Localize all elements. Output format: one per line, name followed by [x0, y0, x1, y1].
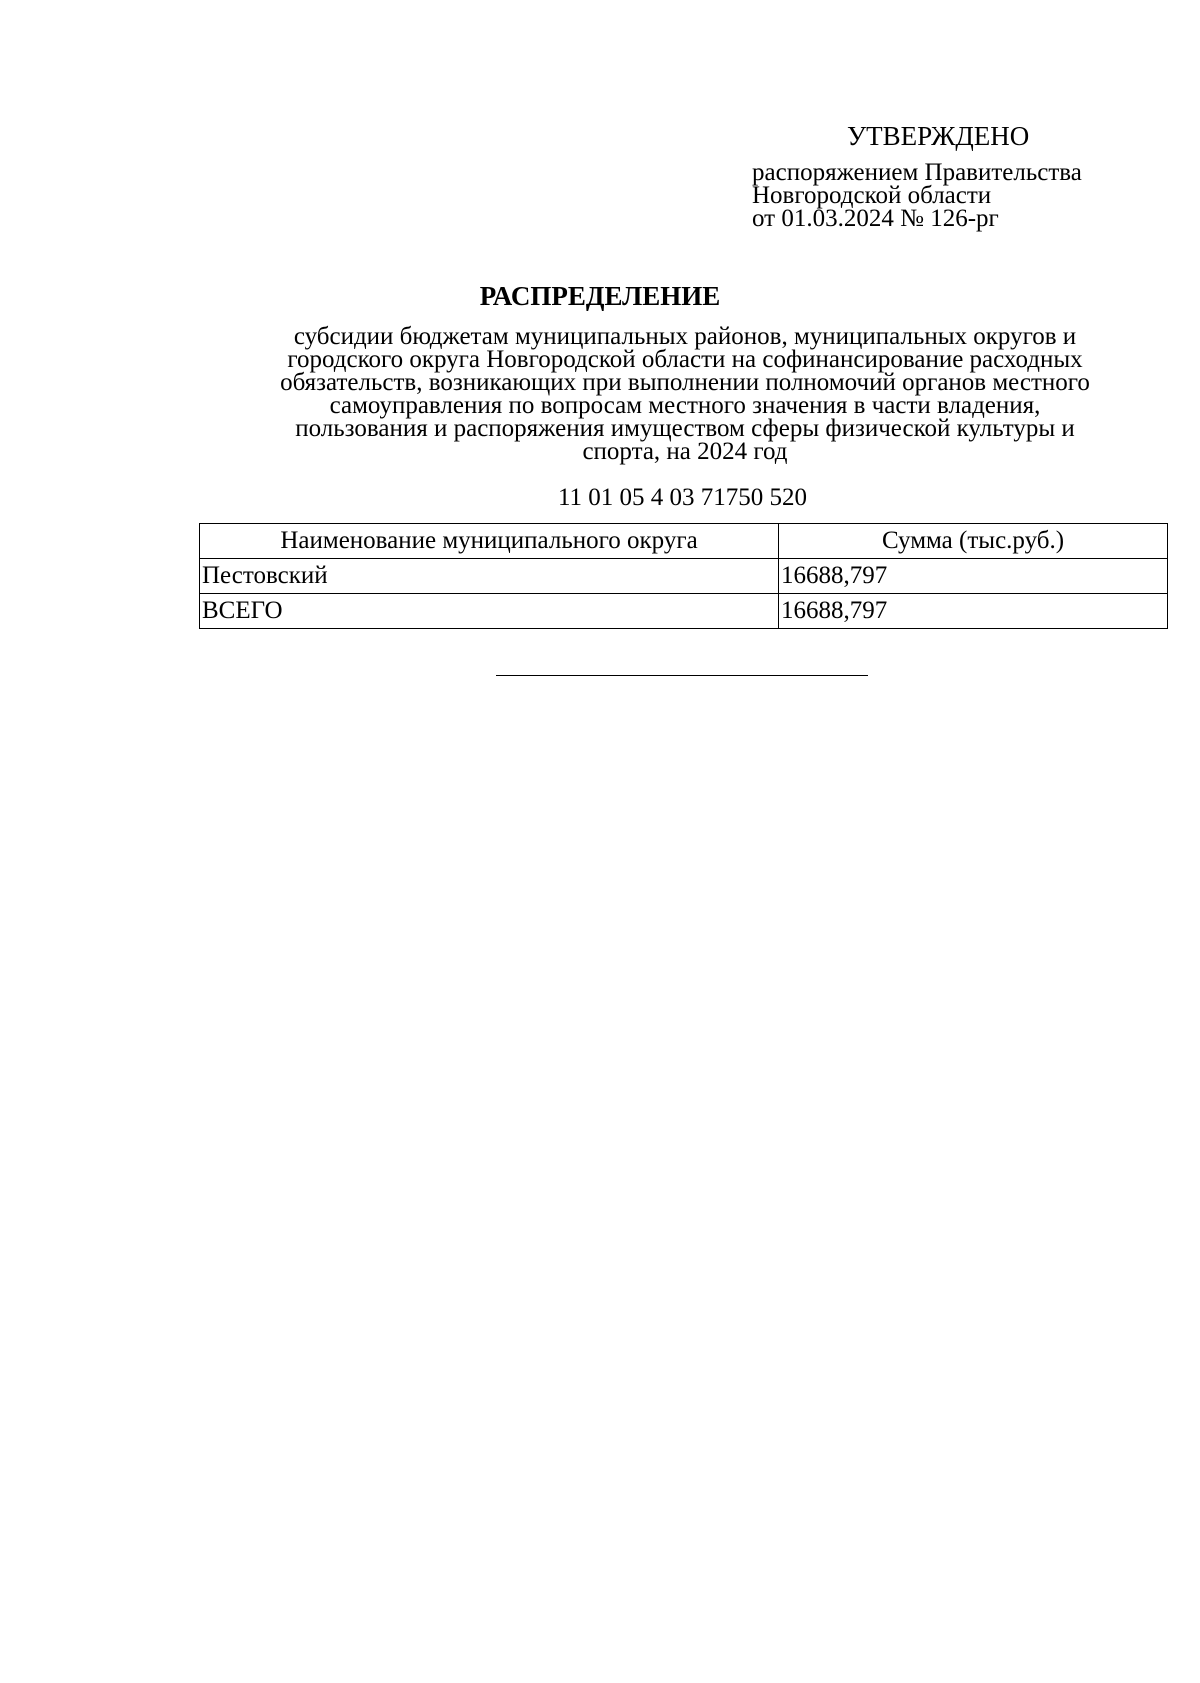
table-row-total [200, 594, 1168, 629]
approval-line-region: Новгородской области [752, 182, 992, 209]
subtitle-line: городского округа Новгородской области на софинансирование расходных [287, 346, 1083, 373]
subtitle-line: обязательств, возникающих при выполнении полномочий органов местного [280, 369, 1090, 396]
subtitle-line: субсидии бюджетам муниципальных районов, муниципальных округов и [293, 323, 1077, 350]
approval-block [752, 120, 1172, 230]
table-header-row [200, 524, 1168, 559]
closing-divider-line [496, 675, 868, 676]
cell-district-name: Пестовский [200, 559, 779, 594]
subtitle-line: пользования и распоряжения имуществом сферы физической культуры и [295, 415, 1075, 442]
distribution-table [199, 523, 1168, 629]
document-subtitle [210, 325, 1160, 463]
cell-total-amount: 16688,797 [779, 594, 1168, 629]
column-header-amount: Сумма (тыс.руб.) [779, 524, 1168, 559]
document-heading: РАСПРЕДЕЛЕНИЕ [479, 281, 721, 311]
budget-classification-code: 11 01 05 4 03 71750 520 [557, 484, 808, 511]
approval-line-date-number: от 01.03.2024 № 126-рг [752, 205, 999, 232]
table-row [200, 559, 1168, 594]
cell-amount: 16688,797 [779, 559, 1168, 594]
cell-total-label: ВСЕГО [200, 594, 779, 629]
column-header-district: Наименование муниципального округа [200, 524, 779, 559]
subtitle-line: спорта, на 2024 год [582, 438, 788, 465]
approval-title: УТВЕРЖДЕНО [847, 121, 1030, 151]
approval-line-decree: распоряжением Правительства [752, 159, 1082, 186]
subtitle-line: самоуправления по вопросам местного значения в части владения, [329, 392, 1041, 419]
